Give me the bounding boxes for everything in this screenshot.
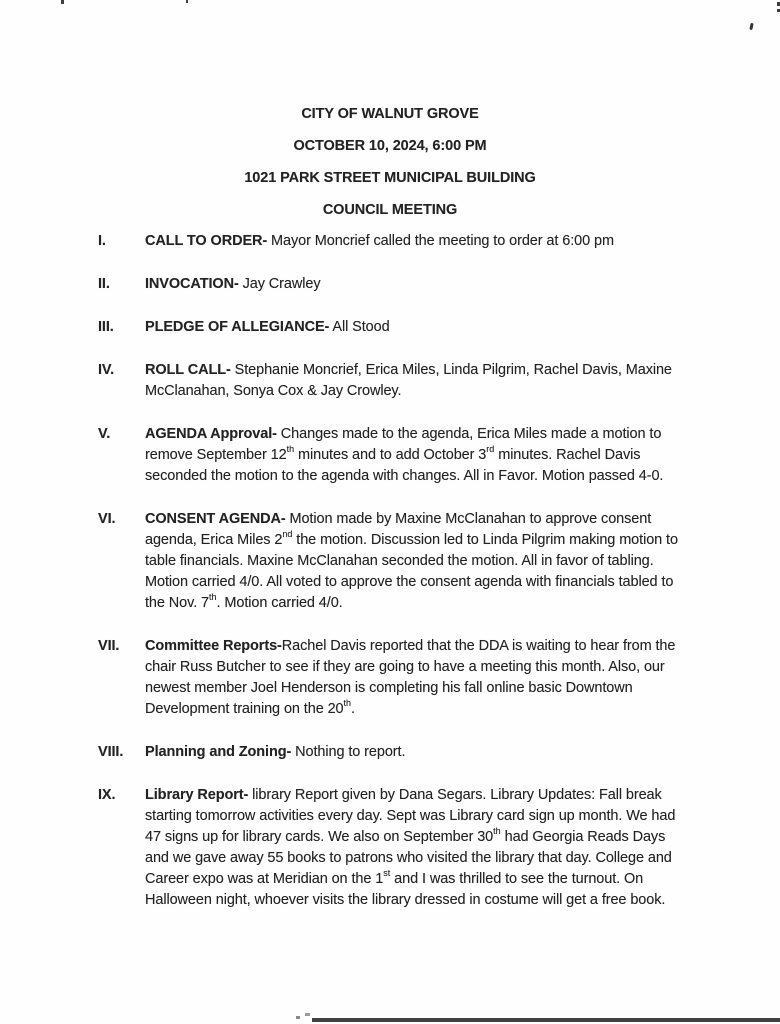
scan-speck-icon: [305, 1013, 310, 1016]
item-text: [145, 231, 685, 252]
item-numeral: IX.: [98, 787, 116, 803]
item-body: Motion made by Maxine McClanahan to approve consent agenda, Erica Miles 2nd the motion. Discussion led to Linda Pilgrim making motion to table financials. Maxine McClanahan seconded the motion. All in favor of tabling. Motion carried 4/0. All voted to approve the consent agenda with financials tabled to the Nov. 7th. Motion carried 4/0.: [145, 511, 678, 611]
item-title: INVOCATION-: [145, 276, 239, 292]
item-body: Rachel Davis reported that the DDA is waiting to hear from the chair Russ Butcher to see if they are going to have a meeting this month. Also, our newest member Joel Henderson is completing his fall online basic Downtown Development training on the 20th.: [145, 638, 676, 717]
agenda-item-call-to-order: [98, 231, 690, 252]
item-title: Planning and Zoning-: [145, 744, 292, 760]
item-body: All Stood: [329, 319, 390, 335]
item-numeral: VII.: [98, 638, 120, 654]
document-header: [0, 104, 780, 232]
scan-speck-icon: [61, 0, 64, 4]
item-title: PLEDGE OF ALLEGIANCE-: [145, 319, 330, 335]
item-text: [145, 785, 685, 911]
doc-location: 1021 PARK STREET MUNICIPAL BUILDING: [244, 170, 536, 186]
item-text: [145, 317, 685, 338]
agenda-list: [98, 231, 690, 933]
item-body: Jay Crawley: [238, 276, 321, 292]
item-numeral: IV.: [98, 362, 115, 378]
scan-speck-icon: [186, 0, 188, 3]
item-text: [145, 509, 685, 614]
item-numeral: III.: [98, 319, 114, 335]
item-title: CALL TO ORDER-: [145, 233, 268, 249]
item-text: [145, 360, 685, 402]
item-numeral: VI.: [98, 511, 116, 527]
item-body: Stephanie Moncrief, Erica Miles, Linda Pilgrim, Rachel Davis, Maxine McClanahan, Sonya Cox & Jay Crowley.: [145, 362, 672, 399]
item-title: AGENDA Approval-: [145, 426, 277, 442]
item-body: Changes made to the agenda, Erica Miles made a motion to remove September 12th minutes and to add October 3rd minutes. Rachel Davis seconded the motion to the agenda with changes. All in Favor. Motion passed 4-0.: [145, 426, 664, 484]
item-body: Nothing to report.: [291, 744, 406, 760]
scan-edge-bar: [312, 1018, 780, 1022]
item-numeral: II.: [98, 276, 110, 292]
item-text: [145, 636, 685, 720]
scan-mark-icon: [749, 23, 753, 30]
agenda-item-library-report: [98, 785, 690, 911]
item-text: [145, 742, 685, 763]
agenda-item-consent-agenda: [98, 509, 690, 614]
agenda-item-invocation: [98, 274, 690, 295]
agenda-item-roll-call: [98, 360, 690, 402]
doc-meeting-type: COUNCIL MEETING: [322, 202, 458, 218]
item-title: ROLL CALL-: [145, 362, 231, 378]
item-title: Committee Reports-: [145, 638, 282, 654]
item-numeral: I.: [98, 233, 106, 249]
agenda-item-committee-reports: [98, 636, 690, 720]
item-text: [145, 274, 685, 295]
item-title: CONSENT AGENDA-: [145, 511, 286, 527]
agenda-item-pledge: [98, 317, 690, 338]
item-numeral: VIII.: [98, 744, 124, 760]
doc-title: CITY OF WALNUT GROVE: [301, 106, 479, 122]
agenda-item-agenda-approval: [98, 424, 690, 487]
item-title: Library Report-: [145, 787, 249, 803]
scan-speck-icon: [296, 1016, 300, 1019]
item-body: library Report given by Dana Segars. Library Updates: Fall break starting tomorrow activities every day. Sept was Library card sign up month. We had 47 signs up for library cards. We also on September 30th had Georgia Reads Days and we gave away 55 books to patrons who visited the library that day. College and Career expo was at Meridian on the 1st and I was thrilled to see the turnout. On Halloween night, whoever visits the library dressed in costume will get a free book.: [145, 787, 676, 908]
item-body: Mayor Moncrief called the meeting to order at 6:00 pm: [267, 233, 614, 249]
doc-datetime: OCTOBER 10, 2024, 6:00 PM: [293, 138, 487, 154]
item-text: [145, 424, 685, 487]
item-numeral: V.: [98, 426, 111, 442]
agenda-item-planning-zoning: [98, 742, 690, 763]
